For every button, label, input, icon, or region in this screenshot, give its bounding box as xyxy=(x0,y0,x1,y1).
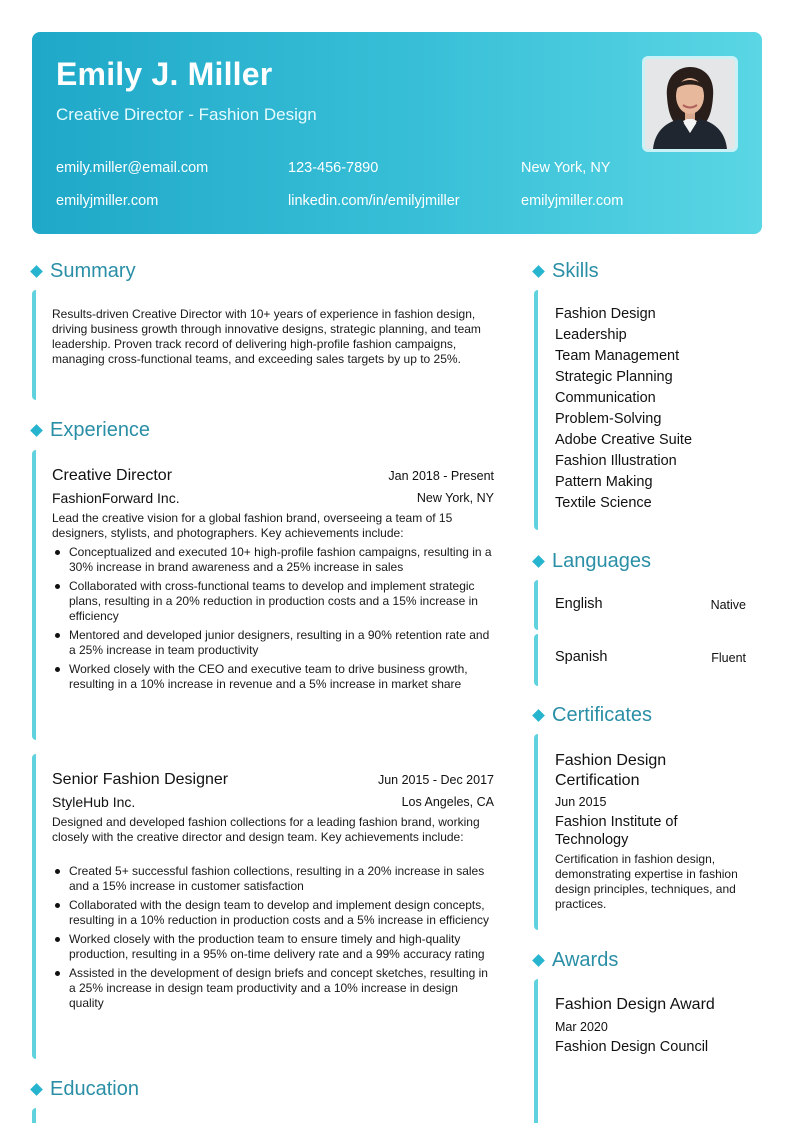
education-heading-label: Education xyxy=(50,1078,139,1100)
diamond-bullet-icon xyxy=(532,709,545,722)
job-description: Designed and developed fashion collections for a leading fashion brand, working closely with the creative director and design team. Key achievements include: xyxy=(52,815,480,844)
summary-accent-bar xyxy=(32,290,36,400)
list-item: Conceptualized and executed 10+ high-profile fashion campaigns, resulting in a 30% increase in brand awareness and a 25% increase in sales xyxy=(52,545,494,575)
summary-heading xyxy=(32,260,136,283)
profile-photo-image xyxy=(645,59,735,149)
diamond-bullet-icon xyxy=(532,954,545,967)
diamond-bullet-icon xyxy=(532,555,545,568)
skill-item: Fashion Illustration xyxy=(555,453,677,469)
summary-heading-label: Summary xyxy=(50,260,136,282)
skill-item: Fashion Design xyxy=(555,306,656,322)
certificate-accent-bar xyxy=(534,734,538,930)
language-level: Native xyxy=(710,598,746,612)
list-item: Worked closely with the production team to ensure timely and high-quality production, resulting in a 95% on-time delivery rate and a 99% accuracy rating xyxy=(52,932,494,962)
job-dates: Jan 2018 - Present xyxy=(388,469,494,483)
job-location: Los Angeles, CA xyxy=(401,795,494,809)
skill-item: Textile Science xyxy=(555,495,652,511)
diamond-bullet-icon xyxy=(532,265,545,278)
list-item: Created 5+ successful fashion collections, resulting in a 20% increase in sales and a 15% increase in customer satisfaction xyxy=(52,864,494,894)
job-company: FashionForward Inc. xyxy=(52,490,180,506)
summary-text: Results-driven Creative Director with 10+ years of experience in fashion design, driving business growth through innovative designs, strategic planning, and team leadership. Proven track record of delivering high-profile fashion campaigns, managing cross-functional teams, and exceeding sales targets by up to 25%. xyxy=(52,307,481,366)
list-item: Collaborated with the design team to develop and implement design concepts, resulting in a 10% reduction in production costs and a 5% increase in efficiency xyxy=(52,898,494,928)
contact-phone[interactable]: 123-456-7890 xyxy=(288,160,379,176)
certificate-description: Certification in fashion design, demonstrating expertise in fashion design principles, techniques, and practices. xyxy=(555,852,738,911)
skill-item: Team Management xyxy=(555,348,680,364)
award-accent-bar xyxy=(534,979,538,1123)
skill-item: Adobe Creative Suite xyxy=(555,432,693,448)
skills-heading-label: Skills xyxy=(552,260,599,282)
job-location: New York, NY xyxy=(416,491,494,505)
diamond-bullet-icon xyxy=(30,1083,43,1096)
certificates-heading xyxy=(534,704,652,727)
candidate-title: Creative Director - Fashion Design xyxy=(56,105,317,124)
education-accent-bar xyxy=(32,1108,36,1123)
certificate-issuer: Fashion Institute of Technology xyxy=(555,814,678,848)
list-item: Worked closely with the CEO and executive team to drive business growth, resulting in a 10% increase in revenue and a 5% increase in market share xyxy=(52,662,494,692)
job-achievements xyxy=(52,864,494,1015)
job-title: Creative Director xyxy=(52,467,173,484)
language-accent-bar xyxy=(534,580,538,630)
job-title: Senior Fashion Designer xyxy=(52,771,229,788)
contact-linkedin[interactable]: linkedin.com/in/emilyjmiller xyxy=(288,193,460,209)
job-company: StyleHub Inc. xyxy=(52,794,136,810)
skills-accent-bar xyxy=(534,290,538,530)
awards-heading-label: Awards xyxy=(552,949,619,971)
job-accent-bar xyxy=(32,450,36,740)
contact-portfolio[interactable]: emilyjmiller.com xyxy=(521,193,624,209)
contact-email[interactable]: emily.miller@email.com xyxy=(56,160,209,176)
job-dates: Jun 2015 - Dec 2017 xyxy=(377,773,494,787)
job-achievements xyxy=(52,545,494,696)
profile-photo xyxy=(642,56,738,152)
skills-heading xyxy=(534,260,599,283)
certificates-heading-label: Certificates xyxy=(552,704,653,726)
skill-item: Strategic Planning xyxy=(555,369,673,385)
candidate-name: Emily J. Miller xyxy=(56,56,273,92)
education-heading xyxy=(32,1078,139,1101)
experience-heading xyxy=(32,419,150,442)
diamond-bullet-icon xyxy=(30,265,43,278)
language-level: Fluent xyxy=(711,651,746,665)
skill-item: Communication xyxy=(555,390,656,406)
skill-item: Pattern Making xyxy=(555,474,653,490)
language-accent-bar xyxy=(534,634,538,686)
experience-heading-label: Experience xyxy=(50,419,151,441)
list-item: Assisted in the development of design briefs and concept sketches, resulting in a 25% increase in design team productivity and a 10% increase in design quality xyxy=(52,966,494,1011)
languages-heading xyxy=(534,550,651,573)
contact-website[interactable]: emilyjmiller.com xyxy=(56,193,159,209)
awards-heading xyxy=(534,949,618,972)
language-name: English xyxy=(555,596,603,612)
skill-item: Leadership xyxy=(555,327,627,343)
certificate-name: Fashion Design Certification xyxy=(555,752,667,789)
language-name: Spanish xyxy=(555,649,608,665)
job-description: Lead the creative vision for a global fashion brand, overseeing a team of 15 designers, stylists, and photographers. Key achievements include: xyxy=(52,511,453,540)
award-name: Fashion Design Award xyxy=(555,996,715,1013)
diamond-bullet-icon xyxy=(30,424,43,437)
award-issuer: Fashion Design Council xyxy=(555,1039,709,1055)
list-item: Collaborated with cross-functional teams to develop and implement strategic plans, resulting in a 20% reduction in production costs and a 15% increase in efficiency xyxy=(52,579,494,624)
list-item: Mentored and developed junior designers, resulting in a 90% retention rate and a 25% increase in team productivity xyxy=(52,628,494,658)
job-accent-bar xyxy=(32,754,36,1059)
contact-location: New York, NY xyxy=(521,160,611,176)
award-date: Mar 2020 xyxy=(555,1020,608,1034)
languages-heading-label: Languages xyxy=(552,550,651,572)
skill-item: Problem-Solving xyxy=(555,411,662,427)
certificate-date: Jun 2015 xyxy=(555,795,607,809)
resume-header xyxy=(32,32,762,234)
